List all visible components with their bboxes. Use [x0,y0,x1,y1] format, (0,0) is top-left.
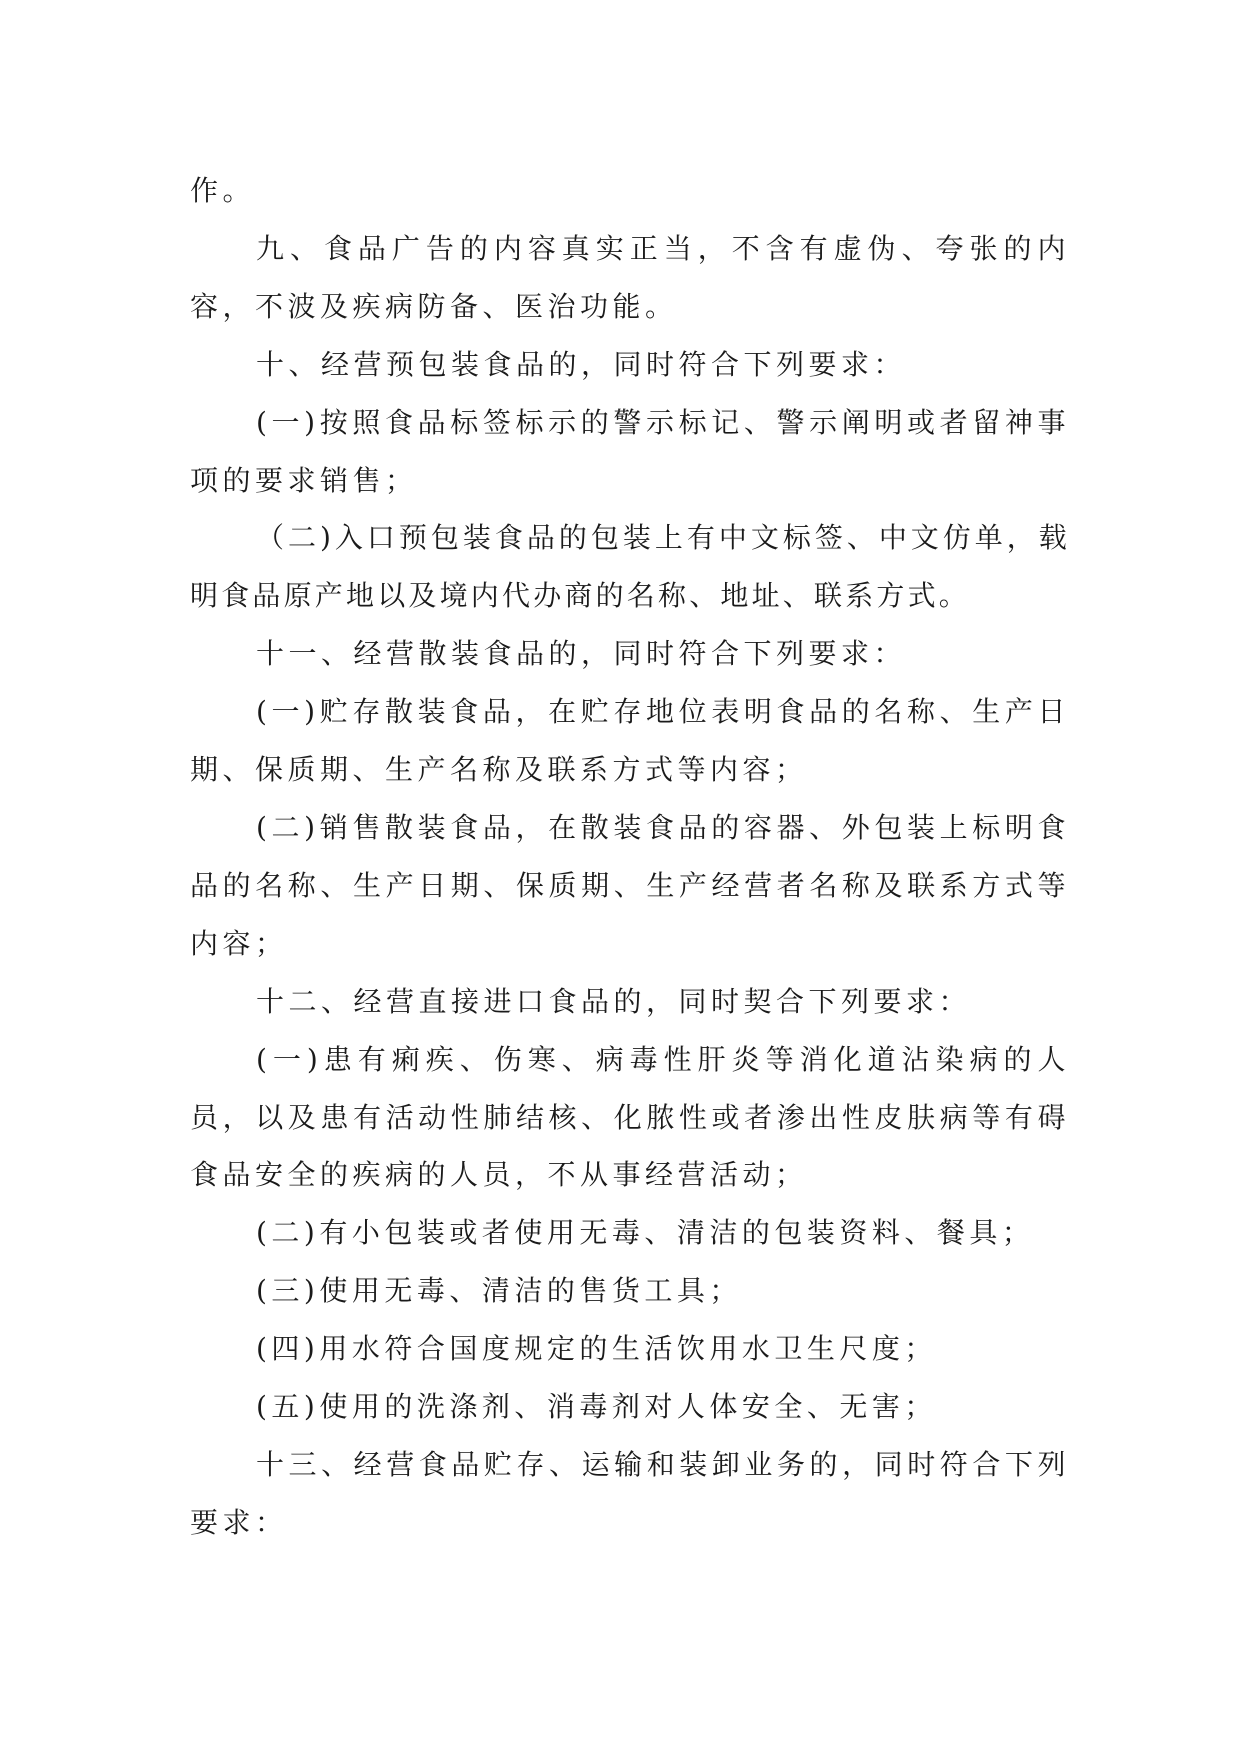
paragraph-item-12-2: (二)有小包装或者使用无毒、清洁的包装资料、餐具； [256,1216,1035,1250]
document-body [190,162,1070,1552]
paragraph-item-12-4: (四)用水符合国度规定的生活饮用水卫生尺度； [256,1332,937,1366]
paragraph-continuation: 作。 [190,174,256,207]
paragraph-item-11: 十一、经营散装食品的，同时符合下列要求： [256,637,907,671]
paragraph-item-12-3: (三)使用无毒、清洁的售货工具； [256,1274,742,1308]
paragraph-item-13: 十三、经营食品贮存、运输和装卸业务的，同时符合下列要求： [190,1447,1070,1539]
paragraph-item-9: 九、食品广告的内容真实正当，不含有虚伪、夸张的内容，不波及疾病防备、医治功能。 [190,231,1070,323]
paragraph-item-11-2: (二)销售散装食品，在散装食品的容器、外包装上标明食品的名称、生产日期、保质期、生产经营者名称及联系方式等内容； [190,810,1070,960]
paragraph-item-10-2: （二)入口预包装食品的包装上有中文标签、中文仿单，载明食品原产地以及境内代办商的名称、地址、联系方式。 [190,521,1070,613]
paragraph-item-11-1: (一)贮存散装食品，在贮存地位表明食品的名称、生产日期、保质期、生产名称及联系方式等内容； [190,695,1070,787]
paragraph-item-10-1: (一)按照食品标签标示的警示标记、警示阐明或者留神事项的要求销售； [190,405,1070,497]
paragraph-item-12-1: (一)患有痢疾、伤寒、病毒性肝炎等消化道沾染病的人员，以及患有活动性肺结核、化脓性或者渗出性皮肤病等有碍食品安全的疾病的人员，不从事经营活动； [190,1042,1070,1192]
paragraph-item-12-5: (五)使用的洗涤剂、消毒剂对人体安全、无害； [256,1390,937,1424]
paragraph-item-10: 十、经营预包装食品的，同时符合下列要求： [256,347,907,381]
paragraph-item-12: 十二、经营直接进口食品的，同时契合下列要求： [256,984,972,1018]
